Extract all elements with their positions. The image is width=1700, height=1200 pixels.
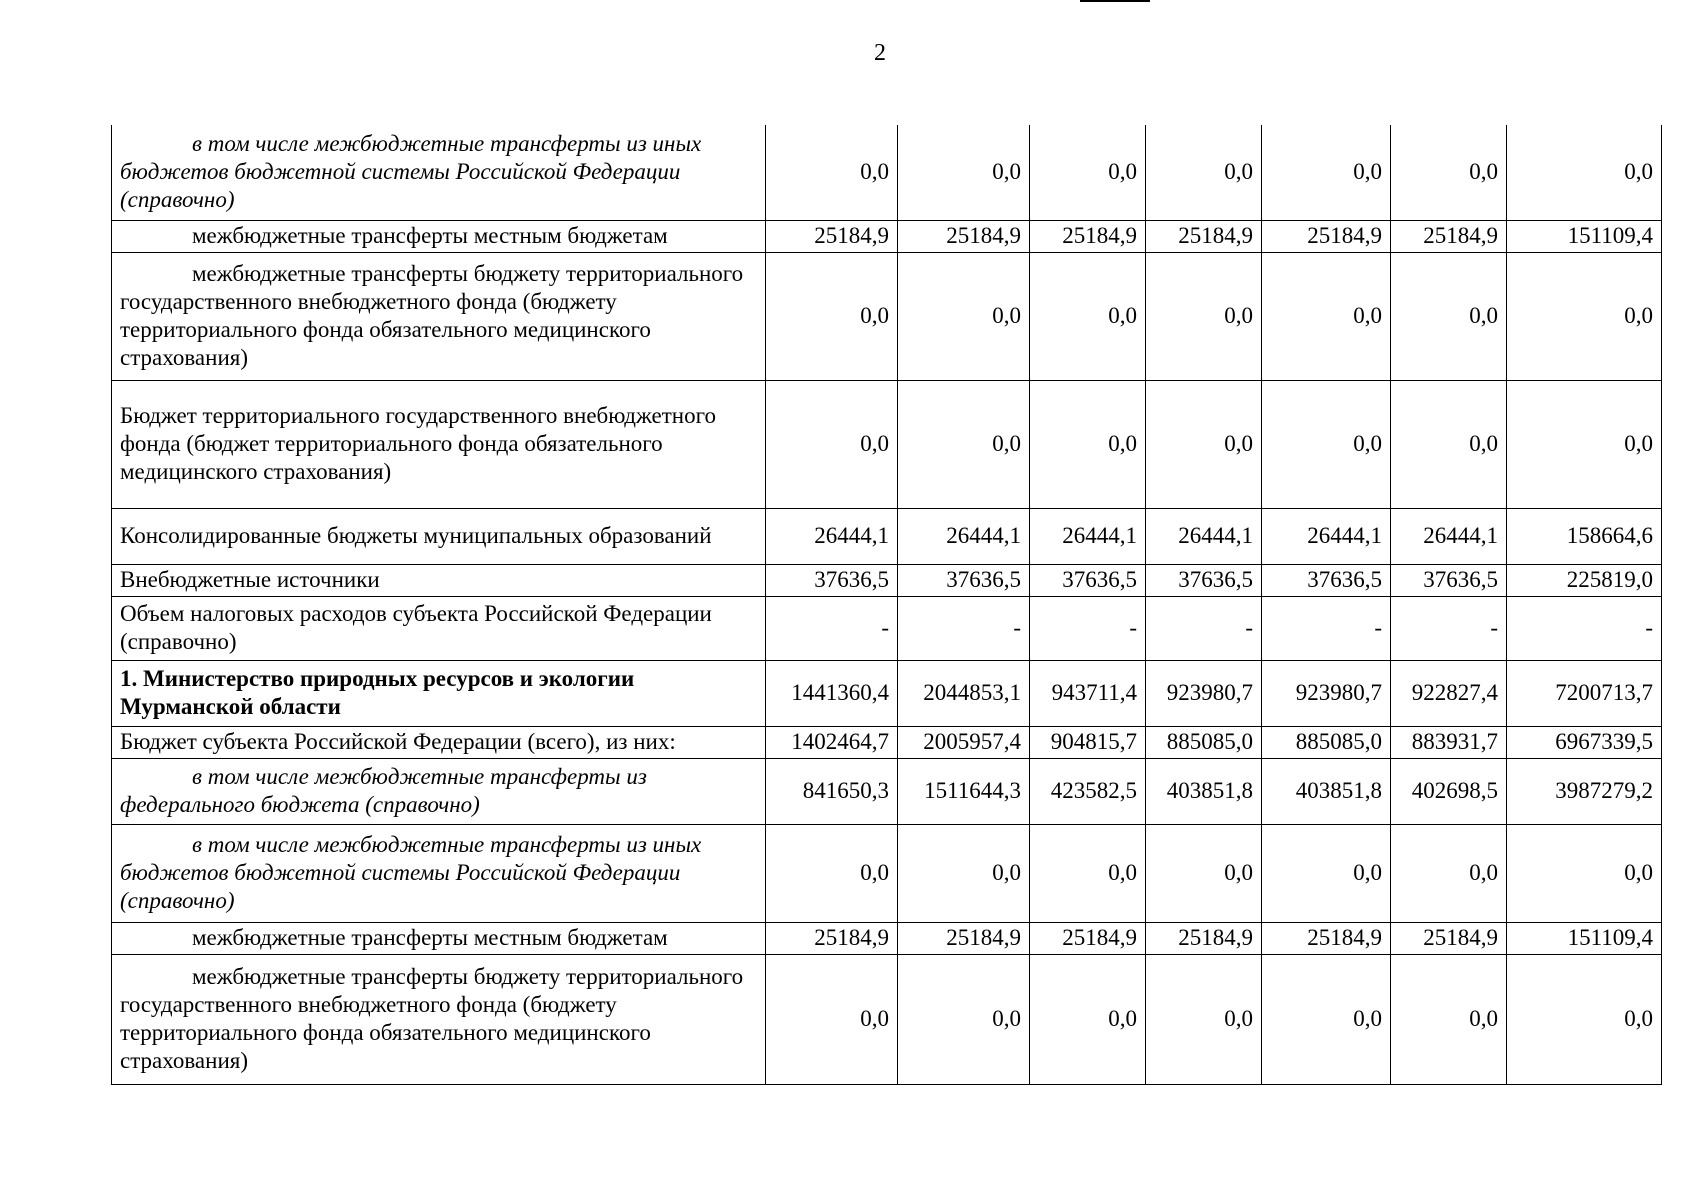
value-cell: 841650,3 <box>766 758 898 824</box>
value-cell: 0,0 <box>1391 954 1507 1084</box>
table-row <box>112 824 1662 922</box>
value-cell: 25184,9 <box>898 220 1030 252</box>
table-row <box>112 596 1662 660</box>
value-cell: 25184,9 <box>1262 922 1391 954</box>
value-cell: 158664,6 <box>1507 508 1662 564</box>
value-cell: 25184,9 <box>1262 220 1391 252</box>
value-cell: 0,0 <box>766 824 898 922</box>
value-cell: 0,0 <box>1146 954 1262 1084</box>
value-cell: 0,0 <box>1507 824 1662 922</box>
row-label: Внебюджетные источники <box>112 564 766 596</box>
table-row <box>112 252 1662 380</box>
value-cell: 403851,8 <box>1146 758 1262 824</box>
value-cell: 25184,9 <box>766 220 898 252</box>
table-row <box>112 380 1662 508</box>
value-cell: 943711,4 <box>1030 660 1146 726</box>
table-row <box>112 564 1662 596</box>
value-cell: 0,0 <box>1030 824 1146 922</box>
value-cell: 0,0 <box>1391 125 1507 220</box>
value-cell: 0,0 <box>1146 380 1262 508</box>
value-cell: 904815,7 <box>1030 726 1146 758</box>
value-cell: 0,0 <box>766 380 898 508</box>
value-cell: 1402464,7 <box>766 726 898 758</box>
value-cell: 0,0 <box>1262 824 1391 922</box>
value-cell: 1441360,4 <box>766 660 898 726</box>
table-row <box>112 125 1662 220</box>
row-label: Объем налоговых расходов субъекта Российской Федерации (справочно) <box>112 596 766 660</box>
value-cell: 0,0 <box>766 954 898 1084</box>
value-cell: 0,0 <box>1262 954 1391 1084</box>
value-cell: 402698,5 <box>1391 758 1507 824</box>
value-cell: 0,0 <box>1391 380 1507 508</box>
budget-table-body <box>112 125 1662 1084</box>
value-cell: 2005957,4 <box>898 726 1030 758</box>
value-cell: 25184,9 <box>898 922 1030 954</box>
value-cell: 1511644,3 <box>898 758 1030 824</box>
value-cell: 25184,9 <box>1146 922 1262 954</box>
value-cell: 0,0 <box>766 125 898 220</box>
value-cell: 0,0 <box>1030 252 1146 380</box>
table-row <box>112 758 1662 824</box>
value-cell: 0,0 <box>1030 125 1146 220</box>
value-cell: 885085,0 <box>1262 726 1391 758</box>
value-cell: 922827,4 <box>1391 660 1507 726</box>
value-cell: 0,0 <box>1262 380 1391 508</box>
top-rule-mark <box>1080 0 1150 2</box>
value-cell: 0,0 <box>1030 954 1146 1084</box>
value-cell: 0,0 <box>1507 125 1662 220</box>
value-cell: - <box>1262 596 1391 660</box>
value-cell: 37636,5 <box>1146 564 1262 596</box>
value-cell: 225819,0 <box>1507 564 1662 596</box>
value-cell: 0,0 <box>1146 252 1262 380</box>
value-cell: 26444,1 <box>766 508 898 564</box>
budget-table <box>111 125 1662 1085</box>
value-cell: 923980,7 <box>1262 660 1391 726</box>
value-cell: 151109,4 <box>1507 922 1662 954</box>
row-label: 1. Министерство природных ресурсов и экологии Мурманской области <box>112 660 766 726</box>
row-label: в том числе межбюджетные трансферты из иных бюджетов бюджетной системы Российской Федерации (справочно) <box>112 824 766 922</box>
value-cell: 885085,0 <box>1146 726 1262 758</box>
row-label: межбюджетные трансферты бюджету территориального государственного внебюджетного фонда (бюджету территориального фонда обязательного медицинского страхования) <box>112 954 766 1084</box>
value-cell: 25184,9 <box>1391 220 1507 252</box>
table-row <box>112 922 1662 954</box>
value-cell: 6967339,5 <box>1507 726 1662 758</box>
row-label: Бюджет субъекта Российской Федерации (всего), из них: <box>112 726 766 758</box>
value-cell: 0,0 <box>766 252 898 380</box>
value-cell: 403851,8 <box>1262 758 1391 824</box>
value-cell: - <box>898 596 1030 660</box>
value-cell: 0,0 <box>1146 125 1262 220</box>
row-label: Консолидированные бюджеты муниципальных образований <box>112 508 766 564</box>
table-row <box>112 508 1662 564</box>
row-label: в том числе межбюджетные трансферты из федерального бюджета (справочно) <box>112 758 766 824</box>
value-cell: 0,0 <box>898 380 1030 508</box>
row-label: межбюджетные трансферты бюджету территориального государственного внебюджетного фонда (бюджету территориального фонда обязательного медицинского страхования) <box>112 252 766 380</box>
table-row <box>112 660 1662 726</box>
value-cell: 0,0 <box>1391 252 1507 380</box>
value-cell: 0,0 <box>898 824 1030 922</box>
value-cell: 37636,5 <box>1262 564 1391 596</box>
row-label: в том числе межбюджетные трансферты из иных бюджетов бюджетной системы Российской Федерации (справочно) <box>112 125 766 220</box>
value-cell: 7200713,7 <box>1507 660 1662 726</box>
value-cell: - <box>1391 596 1507 660</box>
value-cell: 26444,1 <box>1146 508 1262 564</box>
value-cell: 25184,9 <box>1030 220 1146 252</box>
value-cell: 2044853,1 <box>898 660 1030 726</box>
value-cell: 883931,7 <box>1391 726 1507 758</box>
value-cell: 0,0 <box>1262 125 1391 220</box>
value-cell: 0,0 <box>898 252 1030 380</box>
value-cell: 0,0 <box>1507 380 1662 508</box>
value-cell: 0,0 <box>898 954 1030 1084</box>
value-cell: 26444,1 <box>1262 508 1391 564</box>
value-cell: 25184,9 <box>1030 922 1146 954</box>
value-cell: 37636,5 <box>1030 564 1146 596</box>
value-cell: 26444,1 <box>1030 508 1146 564</box>
value-cell: 0,0 <box>1262 252 1391 380</box>
value-cell: 0,0 <box>898 125 1030 220</box>
table-row <box>112 726 1662 758</box>
row-label: межбюджетные трансферты местным бюджетам <box>112 220 766 252</box>
value-cell: - <box>1507 596 1662 660</box>
value-cell: 0,0 <box>1507 954 1662 1084</box>
row-label: Бюджет территориального государственного внебюджетного фонда (бюджет территориального фонда обязательного медицинского страхования) <box>112 380 766 508</box>
table-row <box>112 220 1662 252</box>
value-cell: 0,0 <box>1391 824 1507 922</box>
value-cell: 25184,9 <box>766 922 898 954</box>
value-cell: 0,0 <box>1030 380 1146 508</box>
value-cell: 25184,9 <box>1391 922 1507 954</box>
page-number: 2 <box>874 40 886 66</box>
table-row <box>112 954 1662 1084</box>
value-cell: 26444,1 <box>898 508 1030 564</box>
value-cell: 151109,4 <box>1507 220 1662 252</box>
value-cell: - <box>766 596 898 660</box>
value-cell: 923980,7 <box>1146 660 1262 726</box>
value-cell: 26444,1 <box>1391 508 1507 564</box>
value-cell: 37636,5 <box>1391 564 1507 596</box>
value-cell: 0,0 <box>1507 252 1662 380</box>
value-cell: 25184,9 <box>1146 220 1262 252</box>
value-cell: 37636,5 <box>766 564 898 596</box>
row-label: межбюджетные трансферты местным бюджетам <box>112 922 766 954</box>
value-cell: 0,0 <box>1146 824 1262 922</box>
value-cell: - <box>1030 596 1146 660</box>
value-cell: 423582,5 <box>1030 758 1146 824</box>
value-cell: 3987279,2 <box>1507 758 1662 824</box>
value-cell: 37636,5 <box>898 564 1030 596</box>
value-cell: - <box>1146 596 1262 660</box>
